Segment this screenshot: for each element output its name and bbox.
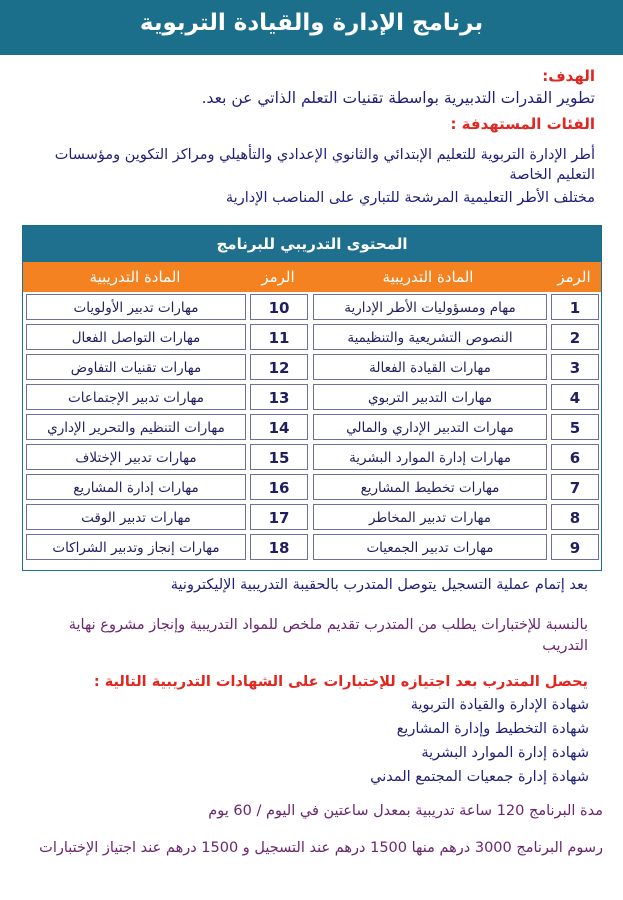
code-cell: 18 — [250, 534, 308, 560]
page-title: برنامج الإدارة والقيادة التربوية — [139, 10, 484, 36]
code-cell: 4 — [551, 384, 599, 410]
code-cell: 2 — [551, 324, 599, 350]
subject-cell: مهارات التواصل الفعال — [26, 324, 246, 350]
subject-cell: مهارات تدبير الوقت — [26, 504, 246, 530]
code-cell: 6 — [551, 444, 599, 470]
code-cell: 13 — [250, 384, 308, 410]
certificate-item: شهادة الإدارة والقيادة التربوية — [410, 697, 589, 713]
subject-cell: مهارات تخطيط المشاريع — [313, 474, 547, 500]
code-cell: 17 — [250, 504, 308, 530]
fees-note: رسوم البرنامج 3000 درهم منها 1500 درهم عند التسجيل و 1500 درهم عند اجتياز الإختبارات — [39, 840, 603, 856]
subject-cell: مهارات التدبير الإداري والمالي — [313, 414, 547, 440]
certificate-item: شهادة التخطيط وإدارة المشاريع — [396, 721, 589, 737]
code-cell: 10 — [250, 294, 308, 320]
table-header-row — [23, 262, 601, 292]
subject-cell: مهارات التنظيم والتحرير الإداري — [26, 414, 246, 440]
exams-note: بالنسبة للإختبارات يطلب من المتدرب تقديم ملخص للمواد التدريبية وإنجاز مشروع نهاية التدريب — [68, 617, 588, 654]
subject-cell: مهارات تدبير الإجتماعات — [26, 384, 246, 410]
category-item: مختلف الأطر التعليمية المرشحة للتباري على المناصب الإدارية — [225, 190, 595, 206]
subject-cell: مهارات تقنيات التفاوض — [26, 354, 246, 380]
code-cell: 16 — [250, 474, 308, 500]
code-cell: 7 — [551, 474, 599, 500]
code-cell: 3 — [551, 354, 599, 380]
duration-note: مدة البرنامج 120 ساعة تدريبية بمعدل ساعتين في اليوم / 60 يوم — [208, 803, 603, 819]
subject-cell: مهارات إنجاز وتدبير الشراكات — [26, 534, 246, 560]
code-cell: 1 — [551, 294, 599, 320]
categories-label: الفئات المستهدفة : — [450, 115, 595, 133]
subject-cell: النصوص التشريعية والتنظيمية — [313, 324, 547, 350]
subject-cell: مهارات إدارة المشاريع — [26, 474, 246, 500]
code-cell: 11 — [250, 324, 308, 350]
subject-cell: مهارات تدبير الأولويات — [26, 294, 246, 320]
code-cell: 9 — [551, 534, 599, 560]
table-title: المحتوى التدريبي للبرنامج — [23, 226, 601, 262]
header-subject-right: المادة التدريبية — [382, 268, 474, 286]
code-cell: 12 — [250, 354, 308, 380]
page-header — [0, 0, 623, 55]
code-cell: 8 — [551, 504, 599, 530]
certificates-label: يحصل المتدرب بعد اجتيازه للإختبارات على الشهادات التدريبية التالية : — [93, 674, 588, 690]
header-subject-left: المادة التدريبية — [89, 268, 181, 286]
subject-cell: مهام ومسؤوليات الأطر الإدارية — [313, 294, 547, 320]
subject-cell: مهارات القيادة الفعالة — [313, 354, 547, 380]
header-code-right: الرمز — [557, 268, 591, 286]
category-item: أطر الإدارة التربوية للتعليم الإبتدائي والثانوي الإعدادي والتأهيلي ومراكز التكوين ومؤسسات التعليم الخاصة — [54, 147, 595, 183]
program-content-table — [22, 225, 602, 571]
certificate-item: شهادة إدارة جمعيات المجتمع المدني — [370, 769, 589, 785]
goal-text: تطوير القدرات التدبيرية بواسطة تقنيات التعلم الذاتي عن بعد. — [201, 89, 595, 107]
code-cell: 14 — [250, 414, 308, 440]
code-cell: 5 — [551, 414, 599, 440]
subject-cell: مهارات تدبير المخاطر — [313, 504, 547, 530]
header-code-left: الرمز — [261, 268, 295, 286]
subject-cell: مهارات إدارة الموارد البشرية — [313, 444, 547, 470]
subject-cell: مهارات تدبير الإختلاف — [26, 444, 246, 470]
subject-cell: مهارات تدبير الجمعيات — [313, 534, 547, 560]
goal-label: الهدف: — [542, 67, 595, 85]
code-cell: 15 — [250, 444, 308, 470]
certificate-item: شهادة إدارة الموارد البشرية — [421, 745, 589, 761]
registration-note: بعد إتمام عملية التسجيل يتوصل المتدرب بالحقيبة التدريبية الإليكترونية — [170, 577, 588, 593]
subject-cell: مهارات التدبير التربوي — [313, 384, 547, 410]
